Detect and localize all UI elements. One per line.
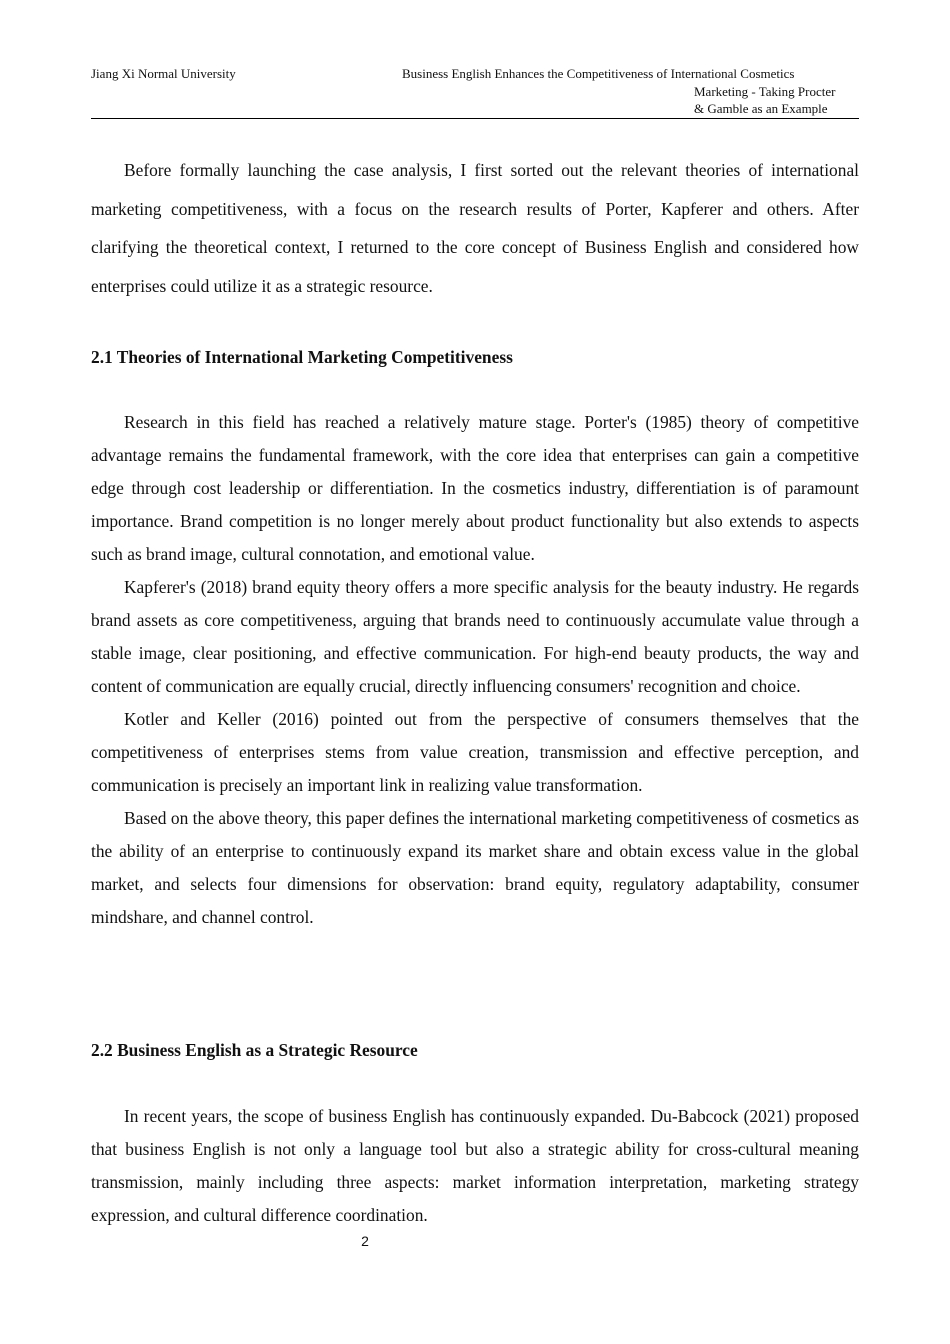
paragraph-du-babcock: In recent years, the scope of business English has continuously expanded. Du-Babcock (2021) proposed that business English is not only a language tool but also a strategic ability for cross-cultural meaning transmission, mainly including three aspects: market information interpretation, marketing strategy expression, and cultural difference coordination.: [91, 1106, 859, 1225]
paragraph-kotler-keller: Kotler and Keller (2016) pointed out from the perspective of consumers themselves that the competitiveness of enterprises stems from value creation, transmission and effective perception, and communication is precisely an important link in realizing value transformation.: [91, 709, 859, 795]
page-number: 2: [361, 1233, 369, 1249]
intro-section: [91, 151, 859, 305]
paragraph-kapferer: Kapferer's (2018) brand equity theory offers a more specific analysis for the beauty industry. He regards brand assets as core competitiveness, arguing that brands need to continuously accumulate value through a stable image, clear positioning, and effective communication. For high-end beauty products, the way and content of communication are equally crucial, directly influencing consumers' recognition and choice.: [91, 577, 859, 696]
section-heading-2-2: 2.2 Business English as a Strategic Resource: [91, 1040, 418, 1060]
header-title: [402, 65, 852, 118]
section-heading-2-1: 2.1 Theories of International Marketing Competitiveness: [91, 347, 513, 367]
header-divider: [91, 118, 859, 119]
header-title-line-2: Marketing - Taking Procter: [694, 83, 836, 99]
header-title-line-3: & Gamble as an Example: [694, 101, 828, 116]
section-2-1-body: [91, 406, 859, 934]
paragraph-porter: Research in this field has reached a relatively mature stage. Porter's (1985) theory of competitive advantage remains the fundamental framework, with the core idea that enterprises can gain a competitive edge through cost leadership or differentiation. In the cosmetics industry, differentiation is of paramount importance. Brand competition is no longer merely about product functionality but also extends to aspects such as brand image, cultural connotation, and emotional value.: [91, 412, 859, 564]
paragraph-definition: Based on the above theory, this paper defines the international marketing competitiveness of cosmetics as the ability of an enterprise to continuously expand its market share and obtain excess value in the global market, and selects four dimensions for observation: brand equity, regulatory adaptability, consumer mindshare, and channel control.: [91, 808, 859, 927]
intro-paragraph: Before formally launching the case analysis, I first sorted out the relevant theories of international marketing competitiveness, with a focus on the research results of Porter, Kapferer and others. After clarifying the theoretical context, I returned to the core concept of Business English and considered how enterprises could utilize it as a strategic resource.: [91, 160, 859, 296]
header-institution: Jiang Xi Normal University: [91, 66, 236, 81]
section-2-2-body: [91, 1100, 859, 1232]
header-title-line-1: Business English Enhances the Competitiveness of International Cosmetics: [402, 66, 795, 81]
